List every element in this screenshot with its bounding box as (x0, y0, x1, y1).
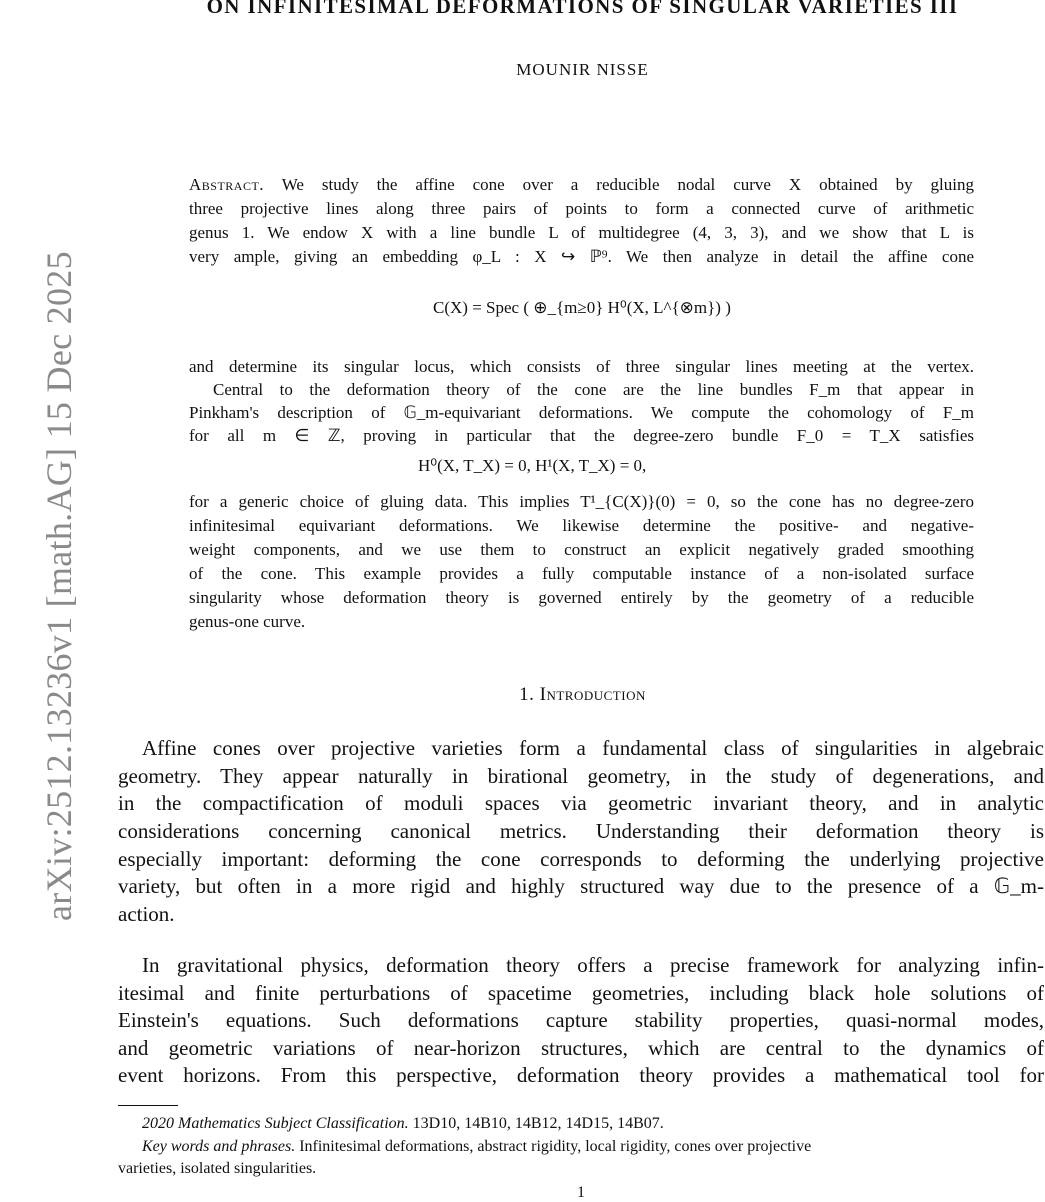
abstract-line: three projective lines along three pairs of points to form a connected curve of arithmetic (189, 199, 974, 218)
body-line: especially important: deforming the cone corresponds to deforming the underlying projective (118, 847, 1044, 871)
abstract-line: for all m ∈ ℤ, proving in particular that the degree-zero bundle F_0 = T_X satisfies (189, 426, 974, 445)
msc-codes: 13D10, 14B10, 14B12, 14D15, 14B07. (412, 1115, 664, 1132)
keywords-text: Infinitesimal deformations, abstract rigidity, local rigidity, cones over projective (299, 1138, 812, 1155)
body-line: variety, but often in a more rigid and highly structured way due to the presence of a 𝔾_m- (118, 874, 1044, 898)
abstract-line: genus-one curve. (189, 612, 306, 631)
footnote-rule (118, 1105, 178, 1106)
body-line: and geometric variations of near-horizon structures, which are central to the dynamics of (118, 1036, 1044, 1060)
footnote-keywords (142, 1136, 1044, 1158)
abstract-line: weight components, and we use them to construct an explicit negatively graded smoothing (189, 540, 974, 559)
body-line: event horizons. From this perspective, deformation theory provides a mathematical tool for (118, 1063, 1044, 1087)
arxiv-sidebar (0, 0, 79, 1200)
keywords-label: Key words and phrases. (142, 1138, 296, 1155)
body-line: In gravitational physics, deformation theory offers a precise framework for analyzing infin- (142, 953, 1044, 977)
msc-label: 2020 Mathematics Subject Classification. (142, 1115, 409, 1132)
abstract-line: Central to the deformation theory of the cone are the line bundles F_m that appear in (213, 380, 974, 399)
abstract-line: singularity whose deformation theory is governed entirely by the geometry of a reducible (189, 588, 974, 607)
abstract-line: genus 1. We endow X with a line bundle L of multidegree (4, 3, 3), and we show that L is (189, 223, 974, 242)
abstract-label: Abstract. (189, 175, 265, 194)
arxiv-identifier: arXiv:2512.13236v1 [math.AG] 15 Dec 2025 (39, 251, 79, 921)
abstract-line: Pinkham's description of 𝔾_m-equivariant deformations. We compute the cohomology of F_m (189, 403, 974, 422)
footnote-keywords-cont: varieties, isolated singularities. (118, 1160, 317, 1177)
body-line: Einstein's equations. Such deformations capture stability properties, quasi-normal modes, (118, 1008, 1044, 1032)
section-title: Introduction (539, 684, 646, 705)
footnote-msc (142, 1113, 1044, 1135)
abstract-line: for a generic choice of gluing data. This implies T¹_{C(X)}(0) = 0, so the cone has no degree-zero (189, 492, 974, 511)
abstract-line: very ample, giving an embedding φ_L : X ↪ ℙ⁹. We then analyze in detail the affine cone (189, 247, 974, 266)
page-number: 1 (577, 1184, 585, 1201)
equation-cone: C(X) = Spec ( ⊕_{m≥0} H⁰(X, L^{⊗m}) ) (433, 298, 731, 317)
section-number: 1. (519, 684, 535, 705)
section-heading (120, 684, 1045, 706)
body-line: itesimal and finite perturbations of spacetime geometries, including black hole solutions of (118, 981, 1044, 1005)
body-line: Affine cones over projective varieties form a fundamental class of singularities in algebraic (142, 736, 1044, 760)
abstract-line: infinitesimal equivariant deformations. We likewise determine the positive- and negative- (189, 516, 974, 535)
abstract-line: and determine its singular locus, which consists of three singular lines meeting at the vertex. (189, 357, 974, 376)
paper-author: MOUNIR NISSE (516, 60, 649, 79)
paper-title: ON INFINITESIMAL DEFORMATIONS OF SINGULAR VARIETIES III (206, 0, 959, 18)
abstract-line: of the cone. This example provides a fully computable instance of a non-isolated surface (189, 564, 974, 583)
body-line: in the compactification of moduli spaces via geometric invariant theory, and in analytic (118, 791, 1044, 815)
body-line: geometry. They appear naturally in birational geometry, in the study of degenerations, and (118, 764, 1044, 788)
equation-cohomology: H⁰(X, T_X) = 0, H¹(X, T_X) = 0, (418, 456, 647, 475)
body-line: action. (118, 902, 175, 926)
body-line: considerations concerning canonical metrics. Understanding their deformation theory is (118, 819, 1044, 843)
abstract-line: Abstract. We study the affine cone over a reducible nodal curve X obtained by gluing (189, 175, 974, 194)
